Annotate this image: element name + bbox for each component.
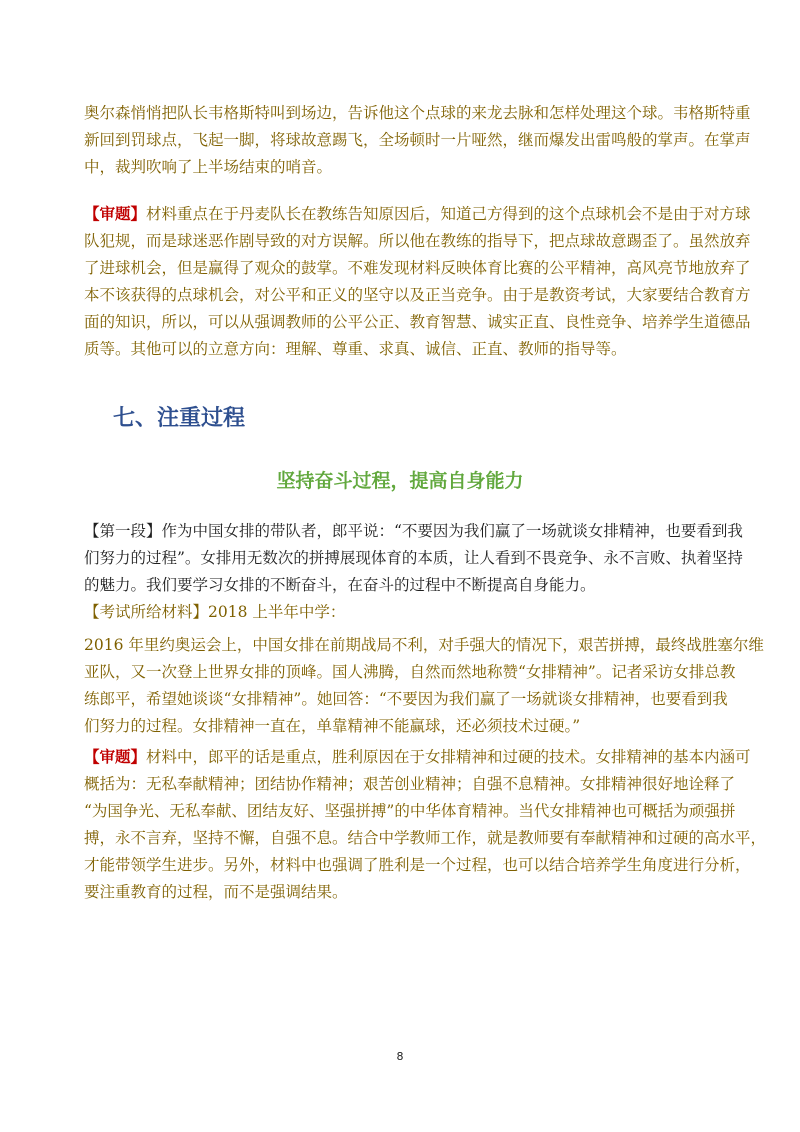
review-line (84, 204, 751, 224)
review-line: “为国争光、无私奉献、团结友好、坚强拼搏”的中华体育精神。当代女排精神也可概括为顽强拼 (84, 802, 736, 820)
exam-material-label: 【考试所给材料】2018 上半年中学： (84, 603, 346, 621)
review-line: 才能带领学生进步。另外，材料中也强调了胜利是一个过程，也可以结合培养学生角度进行分析， (84, 856, 751, 874)
review-text: 材料中，郎平的话是重点，胜利原因在于女排精神和过硬的技术。女排精神的基本内涵可 (146, 748, 751, 766)
review-line: 本不该获得的点球机会，对公平和正义的坚守以及正当竞争。由于是教资考试，大家要结合教育方 (84, 286, 751, 304)
review-line: 质等。其他可以的立意方向：理解、尊重、求真、诚信、正直、教师的指导等。 (84, 340, 627, 358)
review-line: 要注重教育的过程，而不是强调结果。 (84, 883, 348, 901)
subtitle: 坚持奋斗过程，提高自身能力 (276, 470, 524, 492)
review-line: 面的知识，所以，可以从强调教师的公平公正、教育智慧、诚实正直、良性竞争、培养学生道德品 (84, 313, 751, 331)
material-line: 们努力的过程。女排精神一直在，单靠精神不能赢球，还必须技术过硬。” (84, 717, 581, 735)
material-line: 亚队，又一次登上世界女排的顶峰。国人沸腾，自然而然地称赞“女排精神”。记者采访女排总教 (84, 663, 736, 681)
material-line: 2016 年里约奥运会上，中国女排在前期战局不利，对手强大的情况下，艰苦拼搏，最终战胜塞尔维 (84, 636, 764, 654)
paragraph-line: 【第一段】作为中国女排的带队者，郎平说：“不要因为我们赢了一场就谈女排精神，也要看到我 (84, 522, 743, 540)
section-title: 七、注重过程 (113, 406, 246, 431)
review-line (84, 747, 751, 767)
paragraph-line: 奥尔森悄悄把队长韦格斯特叫到场边，告诉他这个点球的来龙去脉和怎样处理这个球。韦格斯特重 (84, 104, 751, 122)
review-line: 了进球机会，但是赢得了观众的鼓掌。不难发现材料反映体育比赛的公平精神，高风亮节地放弃了 (84, 259, 751, 277)
paragraph-line: 新回到罚球点，飞起一脚，将球故意踢飞，全场顿时一片哑然，继而爆发出雷鸣般的掌声。在掌声 (84, 131, 751, 149)
review-line: 队犯规，而是球迷恶作剧导致的对方误解。所以他在教练的指导下，把点球故意踢歪了。虽然放弃 (84, 232, 751, 250)
paragraph-line: 的魅力。我们要学习女排的不断奋斗，在奋斗的过程中不断提高自身能力。 (84, 576, 596, 594)
paragraph-line: 中，裁判吹响了上半场结束的哨音。 (84, 158, 333, 176)
review-line: 概括为：无私奉献精神；团结协作精神；艰苦创业精神；自强不息精神。女排精神很好地诠释了 (84, 775, 736, 793)
material-line: 练郎平，希望她谈谈“女排精神”。她回答：“不要因为我们赢了一场就谈女排精神，也要看到我 (84, 690, 728, 708)
review-tag: 【审题】 (84, 204, 147, 223)
page-number: 8 (396, 1050, 404, 1063)
paragraph-line: 们努力的过程”。女排用无数次的拼搏展现体育的本质，让人看到不畏竞争、永不言败、执着坚持 (84, 549, 743, 567)
review-text: 材料重点在于丹麦队长在教练告知原因后，知道己方得到的这个点球机会不是由于对方球 (146, 205, 751, 223)
review-tag: 【审题】 (84, 747, 147, 766)
review-line: 搏，永不言弃，坚持不懈，自强不息。结合中学教师工作，就是教师要有奉献精神和过硬的高水平， (84, 829, 767, 847)
